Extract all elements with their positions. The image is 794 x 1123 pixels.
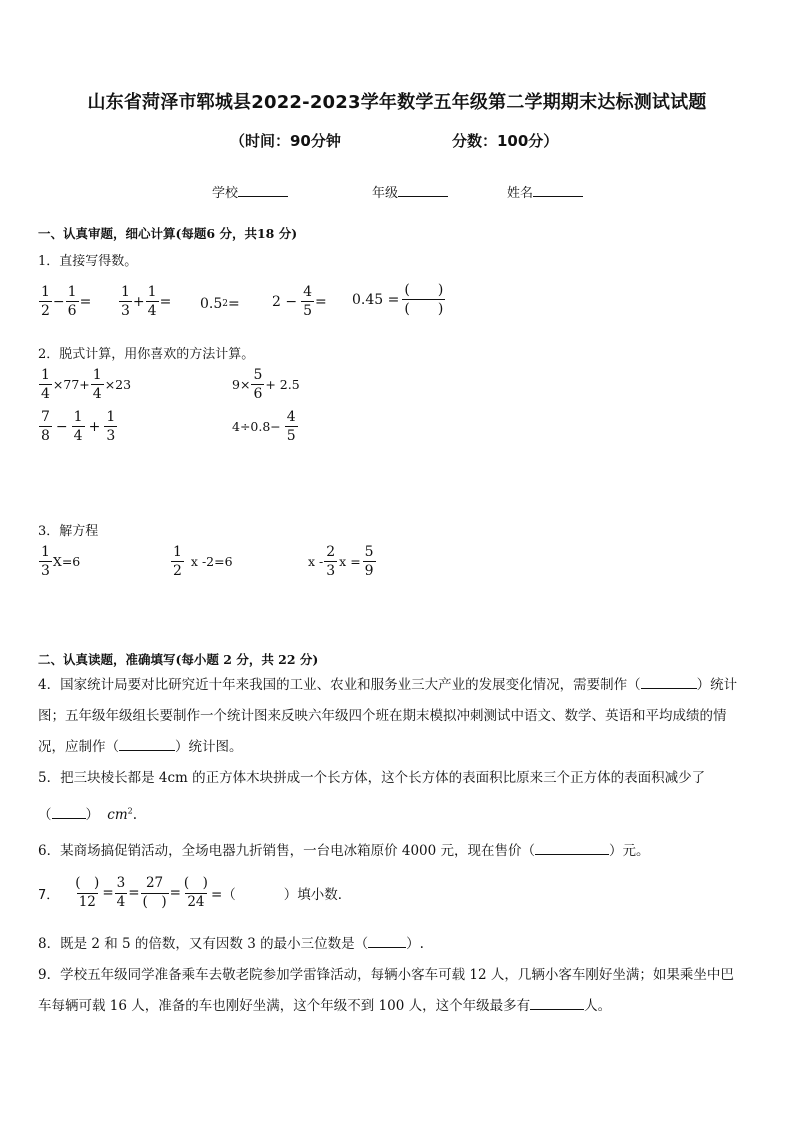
q2-expr-b: 9× $\frac{5}{6}$ + 2.5	[232, 367, 300, 402]
question-7: 7． $\frac{( )}{12}$ = $\frac{3}{4}$ = $\frac{27}{( )}$ = $\frac{( )}{24}$ =（ ）填小数．	[38, 875, 352, 910]
section1-header: 一、认真审题，细心计算(每题6 分，共18 分)	[38, 226, 298, 241]
question-4: 4．国家统计局要对比研究近十年来我国的工业、农业和服务业三大产业的发展变化情况，需要制作（ ）统计 图；五年级年级组长要制作一个统计图来反映六年级四个班在期末模拟冲刺测试中语文、数学、英语和平均成绩的情 况，应制作（ ）统计图。	[38, 677, 738, 755]
q4-blank-2[interactable]	[119, 737, 175, 751]
q1-expr-c: 0.5 2 =	[200, 296, 240, 312]
exam-time: （时间：90分钟	[230, 132, 341, 150]
exam-score: 分数：100分）	[452, 132, 559, 150]
school-label: 学校	[212, 186, 239, 201]
question-9: 9．学校五年级同学准备乘车去敬老院参加学雷锋活动，每辆小客车可载 12 人，几辆小客车刚好坐满；如果乘坐中巴 车每辆可载 16 人，准备的车也刚好坐满，这个年级不到 100 人，这个年级最多有 人。	[38, 967, 734, 1014]
grade-input[interactable]	[398, 184, 448, 197]
question-5-answer: （ ） $cm^2$.	[38, 806, 138, 823]
q8-blank[interactable]	[368, 934, 406, 948]
question-8: 8．既是 2 和 5 的倍数，又有因数 3 的最小三位数是（ ）.	[38, 936, 424, 952]
question-1: 1．直接写得数。	[38, 254, 138, 269]
q6-blank[interactable]	[535, 841, 609, 855]
section2-header: 二、认真读题，准确填写(每小题 2 分，共 22 分)	[38, 652, 319, 667]
q1-expr-d: 2 − $\frac{4}{5}$ =	[272, 284, 327, 319]
name-input[interactable]	[533, 184, 583, 197]
name-label: 姓名	[507, 186, 534, 201]
question-5: 5．把三块棱长都是 4cm 的正方体木块拼成一个长方体，这个长方体的表面积比原来三个正方体的表面积减少了	[38, 770, 706, 786]
question-6: 6．某商场搞促销活动，全场电器九折销售，一台电冰箱原价 4000 元，现在售价（ ）元。	[38, 843, 650, 859]
grade-field	[372, 182, 448, 201]
school-field	[212, 182, 288, 201]
school-input[interactable]	[238, 184, 288, 197]
q1-expr-a: $\frac{1}{2}$ − $\frac{1}{6}$ =	[41, 284, 92, 319]
question-3: 3．解方程	[38, 524, 99, 539]
q1-expr-e: 0.45 = $\frac{( )}{( )}$	[352, 282, 444, 317]
page-title: 山东省菏泽市郓城县2022-2023学年数学五年级第二学期期末达标测试试题	[87, 92, 707, 113]
question-2: 2．脱式计算，用你喜欢的方法计算。	[38, 347, 255, 362]
q2-expr-a: $\frac{1}{4}$ ×77+ $\frac{1}{4}$ ×23	[41, 367, 132, 402]
q9-blank[interactable]	[530, 996, 584, 1010]
q5-blank[interactable]	[52, 805, 86, 819]
q4-blank-1[interactable]	[641, 675, 697, 689]
q3-eq-a: $\frac{1}{3}$ X=6	[41, 544, 81, 579]
name-field	[507, 182, 583, 201]
q3-eq-c: x - $\frac{2}{3}$ x = $\frac{5}{9}$	[308, 544, 374, 579]
q2-expr-d: 4÷0.8− $\frac{4}{5}$	[232, 409, 296, 444]
grade-label: 年级	[372, 186, 399, 201]
q1-expr-b: $\frac{1}{3}$ + $\frac{1}{4}$ =	[121, 284, 172, 319]
q2-expr-c: $\frac{7}{8}$ − $\frac{1}{4}$ + $\frac{1}{3}$	[41, 409, 116, 444]
q3-eq-b: $\frac{1}{2}$ x -2=6	[173, 544, 233, 579]
